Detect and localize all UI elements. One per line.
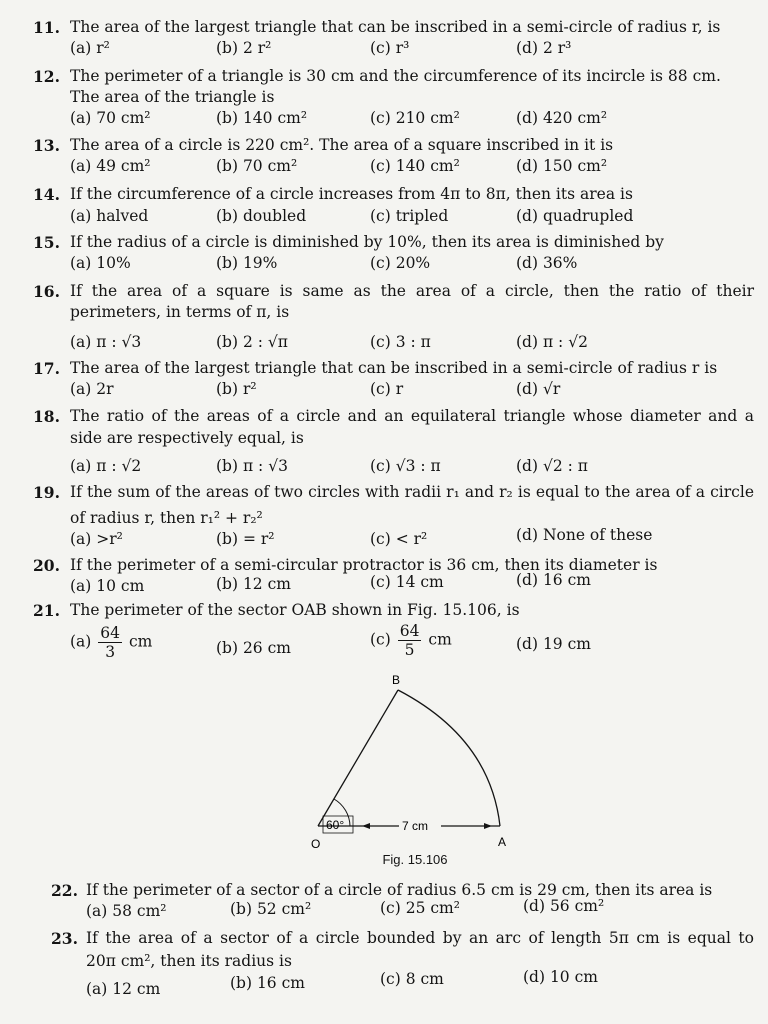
option-d: (d) 2 r³ [516,39,572,57]
option-d: (d) √2 : π [516,457,588,475]
option-c: (c) r [370,380,404,398]
question-number: 12. [33,67,60,86]
option-a: (a) π : √3 [70,333,142,351]
option-c: (c) r³ [370,39,410,57]
option-c-label: (c) [370,630,391,649]
fraction-numerator: 64 [399,622,420,640]
question-number: 13. [33,136,60,155]
radius-ob [318,690,398,826]
option-b: (b) doubled [216,207,307,225]
arrow-left-icon [362,823,370,829]
question-number: 11. [33,18,60,37]
option-a: (a) r² [70,39,110,57]
question-number: 16. [33,282,60,301]
option-c [370,622,452,659]
question-number: 21. [33,601,60,620]
option-d: (d) 150 cm² [516,157,608,175]
option-d: (d) None of these [516,526,653,544]
question-number: 18. [33,407,60,426]
option-c-unit: cm [428,630,452,649]
option-a-fraction [98,624,122,661]
option-a-label: (a) [70,632,92,651]
option-d: (d) √r [516,380,561,398]
question-number: 14. [33,185,60,204]
fraction-numerator: 64 [100,624,121,642]
question-text: The area of a circle is 220 cm². The area of a square inscribed in it is [70,136,614,154]
option-a [70,624,152,661]
question-text-line-2: 20π cm², then its radius is [86,952,292,970]
option-c: (c) tripled [370,207,449,225]
option-c: (c) 3 : π [370,333,431,351]
option-b: (b) 16 cm [230,974,305,992]
question-text: If the sum of the areas of two circles with radii r₁ and r₂ is equal to the area of a circle [70,483,754,501]
option-d: (d) 19 cm [516,635,591,653]
question-text: If the circumference of a circle increases from 4π to 8π, then its area is [70,185,633,203]
question-number: 19. [33,483,60,502]
question-number: 17. [33,359,60,378]
option-a: (a) halved [70,207,149,225]
option-c: (c) < r² [370,530,428,548]
option-a-unit: cm [128,632,153,651]
question-text: If the perimeter of a semi-circular protractor is 36 cm, then its diameter is [70,556,658,574]
angle-label: 60° [326,818,345,832]
option-c: (c) 14 cm [370,573,444,591]
question-text-line-2: side are respectively equal, is [70,429,304,447]
option-b: (b) 2 r² [216,39,272,57]
figure-caption: Fig. 15.106 [382,852,448,867]
question-text-line-2: of radius r, then r₁² + r₂² [70,509,263,527]
arrow-right-icon [484,823,492,829]
option-c-fraction [398,622,422,659]
question-number: 23. [51,929,78,948]
question-text-line-2: perimeters, in terms of π, is [70,303,290,321]
option-d: (d) 16 cm [516,571,591,589]
option-d: (d) 36% [516,254,578,272]
option-a: (a) π : √2 [70,457,142,475]
option-d: (d) 10 cm [523,968,598,986]
option-b: (b) π : √3 [216,457,288,475]
option-c: (c) 140 cm² [370,157,460,175]
radius-label: 7 cm [402,819,429,833]
option-d: (d) 56 cm² [523,897,605,915]
option-a: (a) 10% [70,254,131,272]
option-b: (b) 2 : √π [216,333,288,351]
sector-figure [300,668,530,868]
point-o-label: O [311,837,321,851]
fraction-denominator: 5 [404,641,415,659]
option-b: (b) 70 cm² [216,157,298,175]
question-text: The perimeter of the sector OAB shown in Fig. 15.106, is [70,601,520,619]
question-number: 15. [33,233,60,252]
option-a: (a) 70 cm² [70,109,151,127]
option-c: (c) 25 cm² [380,899,460,917]
option-d: (d) 420 cm² [516,109,608,127]
option-a: (a) 10 cm [70,577,145,595]
option-c: (c) 20% [370,254,431,272]
option-a: (a) 49 cm² [70,157,151,175]
point-a-label: A [498,835,507,849]
question-number: 22. [51,881,78,900]
option-b: (b) 26 cm [216,639,291,657]
option-b: (b) 52 cm² [230,900,312,918]
option-b: (b) 140 cm² [216,109,308,127]
fraction-denominator: 3 [105,643,116,661]
option-c: (c) 8 cm [380,970,444,988]
option-b: (b) 12 cm [216,575,291,593]
option-a: (a) >r² [70,530,123,548]
option-b: (b) 19% [216,254,278,272]
question-text: If the area of a sector of a circle bounded by an arc of length 5π cm is equal to [86,929,754,947]
option-b: (b) = r² [216,530,275,548]
question-text: If the area of a square is same as the area of a circle, then the ratio of their [70,282,754,300]
question-text: The ratio of the areas of a circle and an equilateral triangle whose diameter and a [70,407,754,425]
question-number: 20. [33,556,60,575]
point-b-label: B [392,673,401,687]
option-c: (c) √3 : π [370,457,441,475]
option-a: (a) 58 cm² [86,902,167,920]
arc-ab [398,690,500,826]
question-text: If the radius of a circle is diminished by 10%, then its area is diminished by [70,233,664,251]
option-a: (a) 12 cm [86,980,161,998]
question-text: If the perimeter of a sector of a circle of radius 6.5 cm is 29 cm, then its area is [86,881,713,899]
option-a: (a) 2r [70,380,114,398]
option-d: (d) π : √2 [516,333,588,351]
question-text: The perimeter of a triangle is 30 cm and the circumference of its incircle is 88 cm. The area of the triangle is [70,67,721,106]
option-b: (b) r² [216,380,257,398]
option-c: (c) 210 cm² [370,109,460,127]
option-d: (d) quadrupled [516,207,634,225]
question-text: The area of the largest triangle that can be inscribed in a semi-circle of radius r is [70,359,718,377]
question-text: The area of the largest triangle that can be inscribed in a semi-circle of radius r, is [70,18,721,36]
